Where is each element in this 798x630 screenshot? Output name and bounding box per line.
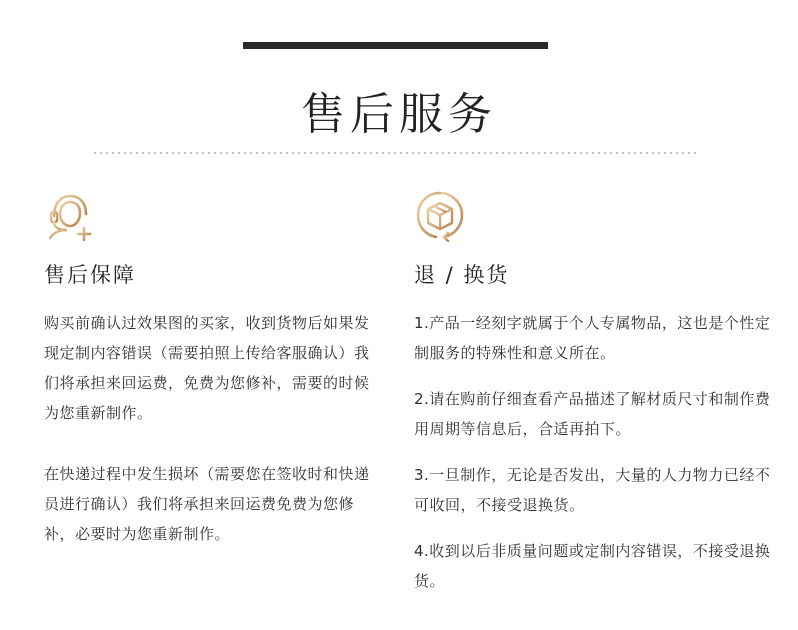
box-return-icon: [414, 190, 466, 242]
guarantee-paragraph: 在快递过程中发生损坏（需要您在签收时和快递员进行确认）我们将承担来回运费免费为您修补，必要时为您重新制作。: [44, 465, 370, 543]
policy-item: 3.一旦制作，无论是否发出，大量的人力物力已经不可收回，不接受退换货。: [414, 466, 771, 514]
policy-item: 2.请在购前仔细查看产品描述了解材质尺寸和制作费用周期等信息后，合适再拍下。: [414, 390, 771, 438]
policy-item: 1.产品一经刻字就属于个人专属物品，这也是个性定制服务的特殊性和意义所在。: [414, 314, 771, 362]
section-heading: 退 / 换货: [414, 263, 510, 287]
customer-service-icon: [44, 190, 96, 242]
page-title: 售后服务: [301, 89, 497, 140]
after-sale-guarantee-section: [44, 190, 374, 549]
section-heading: 售后保障: [44, 263, 136, 287]
policy-list: [414, 308, 774, 596]
return-exchange-section: [414, 190, 774, 612]
guarantee-paragraph: 购买前确认过效果图的买家，收到货物后如果发现定制内容错误（需要拍照上传给客服确认）我们将承担来回运费，免费为您修补，需要的时候为您重新制作。: [44, 314, 370, 422]
top-divider-bar: [243, 42, 548, 49]
dotted-divider: [92, 152, 697, 154]
policy-item: 4.收到以后非质量问题或定制内容错误，不接受退换货。: [414, 542, 771, 590]
